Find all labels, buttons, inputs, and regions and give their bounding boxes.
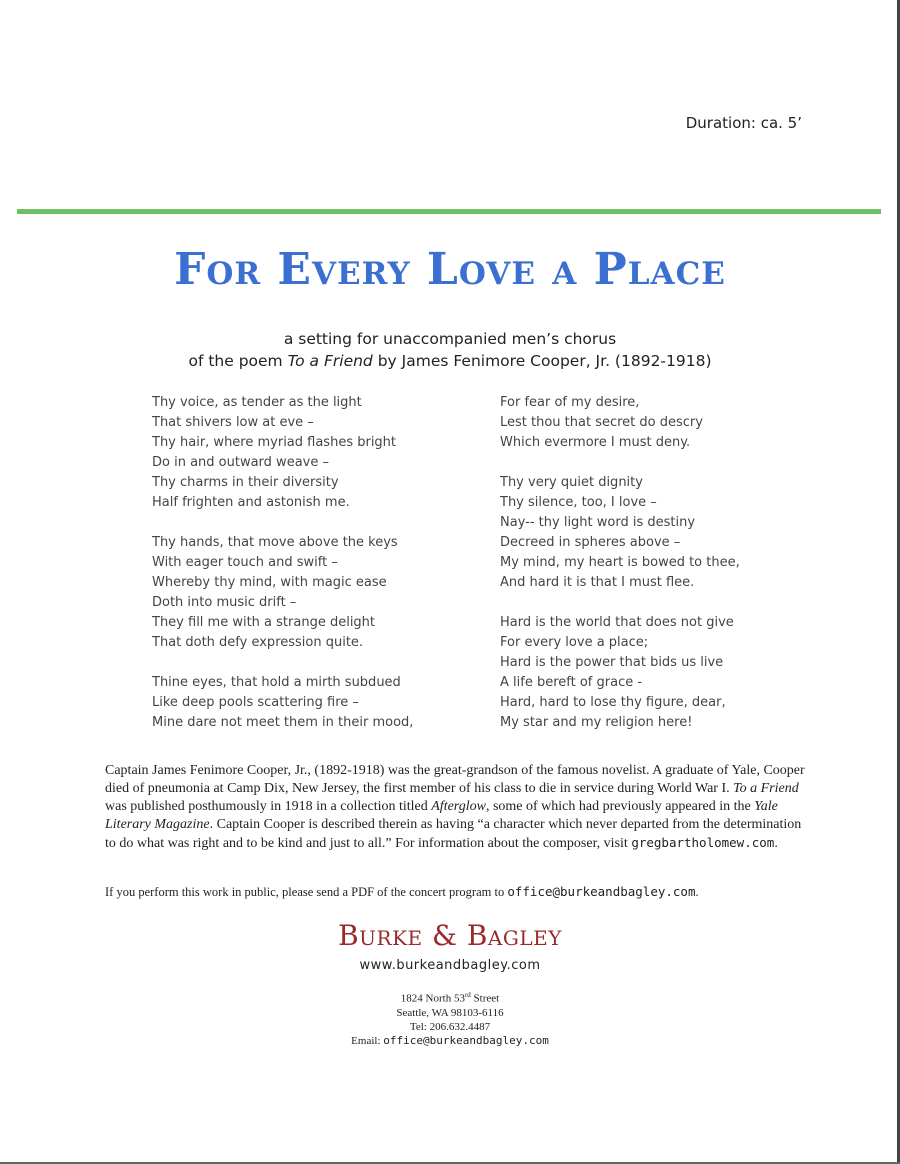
poem-line: Thy hair, where myriad flashes bright xyxy=(152,435,397,450)
poem-line: My star and my religion here! xyxy=(500,715,693,730)
address-tel: Tel: 206.632.4487 xyxy=(409,1020,491,1033)
publisher-address xyxy=(0,988,900,1048)
address-city: Seattle, WA 98103-6116 xyxy=(396,1006,504,1019)
green-divider xyxy=(17,209,881,214)
street-text: 1824 North 53 xyxy=(400,992,465,1005)
subtitle-line-1: a setting for unaccompanied men’s chorus xyxy=(283,330,617,348)
poem-line: Decreed in spheres above – xyxy=(500,535,681,550)
poem-line: Nay-- thy light word is destiny xyxy=(500,515,696,530)
stanza xyxy=(500,473,740,593)
performance-notice xyxy=(105,884,825,900)
bio-text: . xyxy=(774,836,778,851)
notice-email-link[interactable]: office@burkeandbagley.com xyxy=(507,884,696,899)
notice-text: If you perform this work in public, please send a PDF of the concert program to xyxy=(105,885,508,899)
poem-line: Thine eyes, that hold a mirth subdued xyxy=(152,675,401,690)
bio-text: . Captain Cooper is described therein as having “a character which never departed from the determination to do what was right and to be kind and just to all.” For information about the composer, visit xyxy=(105,817,802,851)
composer-link[interactable]: gregbartholomew.com xyxy=(631,835,775,850)
subtitle-text: by James Fenimore Cooper, Jr. (1892-1918) xyxy=(372,352,712,370)
publisher-logo: Burke & Bagley xyxy=(338,919,562,952)
poem-title: To a Friend xyxy=(287,352,373,370)
poem-column-right xyxy=(500,393,740,753)
poem-line: Half frighten and astonish me. xyxy=(152,495,350,510)
poem-line: Thy silence, too, I love – xyxy=(500,495,657,510)
poem-line: For fear of my desire, xyxy=(500,395,640,410)
bio-text: Captain James Fenimore Cooper, Jr., (1892-1918) was the great-grandson of the famous novelist. A graduate of Yale, Cooper died of pneumonia at Camp Dix, New Jersey, the first member of his class to die in service during World War I. xyxy=(105,763,805,796)
poem-line: With eager touch and swift – xyxy=(152,555,338,570)
poem-line: Like deep pools scattering fire – xyxy=(152,695,359,710)
poem-line: Mine dare not meet them in their mood, xyxy=(152,715,414,730)
publisher-email-link[interactable]: office@burkeandbagley.com xyxy=(383,1033,549,1047)
subtitle xyxy=(0,328,900,372)
poem-line: Whereby thy mind, with magic ease xyxy=(152,575,387,590)
notice-text: . xyxy=(695,885,699,899)
poem-line: For every love a place; xyxy=(500,635,649,650)
address-email xyxy=(0,1034,900,1048)
stanza xyxy=(500,393,740,453)
subtitle-line-2 xyxy=(0,350,900,372)
page-title: For Every Love a Place xyxy=(174,244,726,295)
poem-line: Hard, hard to lose thy figure, dear, xyxy=(500,695,726,710)
poem-line: And hard it is that I must flee. xyxy=(500,575,695,590)
poem-line: Hard is the power that bids us live xyxy=(500,655,724,670)
subtitle-text: of the poem xyxy=(188,352,288,370)
bio-text: was published posthumously in 1918 in a collection titled xyxy=(105,799,432,814)
email-label: Email: xyxy=(351,1034,384,1047)
poem-line: Thy hands, that move above the keys xyxy=(152,535,398,550)
street-text: Street xyxy=(470,992,500,1005)
composer-bio xyxy=(105,762,805,853)
poem-line: That shivers low at eve – xyxy=(152,415,314,430)
bio-text: , some of which had previously appeared in the xyxy=(485,799,755,814)
poem-line: Thy very quiet dignity xyxy=(500,475,643,490)
bio-collection: Afterglow xyxy=(431,799,486,814)
street-ordinal: rd xyxy=(464,991,471,999)
poem-line: Thy voice, as tender as the light xyxy=(152,395,362,410)
duration-label: Duration: ca. 5’ xyxy=(685,114,802,132)
poem-line: That doth defy expression quite. xyxy=(152,635,364,650)
poem-line: Doth into music drift – xyxy=(152,595,297,610)
poem-line: Which evermore I must deny. xyxy=(500,435,691,450)
bio-poem-title: To a Friend xyxy=(733,781,799,796)
poem-line: Thy charms in their diversity xyxy=(152,475,339,490)
poem-line: Lest thou that secret do descry xyxy=(500,415,703,430)
poem-line: Hard is the world that does not give xyxy=(500,615,734,630)
poem-line: Do in and outward weave – xyxy=(152,455,329,470)
address-street xyxy=(0,988,900,1006)
stanza xyxy=(152,673,413,733)
stanza xyxy=(152,533,413,653)
poem-line: My mind, my heart is bowed to thee, xyxy=(500,555,740,570)
stanza xyxy=(500,613,740,733)
publisher-url[interactable]: www.burkeandbagley.com xyxy=(359,958,541,973)
poem-line: A life bereft of grace - xyxy=(500,675,643,690)
poem-line: They fill me with a strange delight xyxy=(152,615,376,630)
stanza xyxy=(152,393,413,513)
bio-magazine: Yale Literary Magazine xyxy=(105,799,778,832)
poem-column-left xyxy=(152,393,413,753)
